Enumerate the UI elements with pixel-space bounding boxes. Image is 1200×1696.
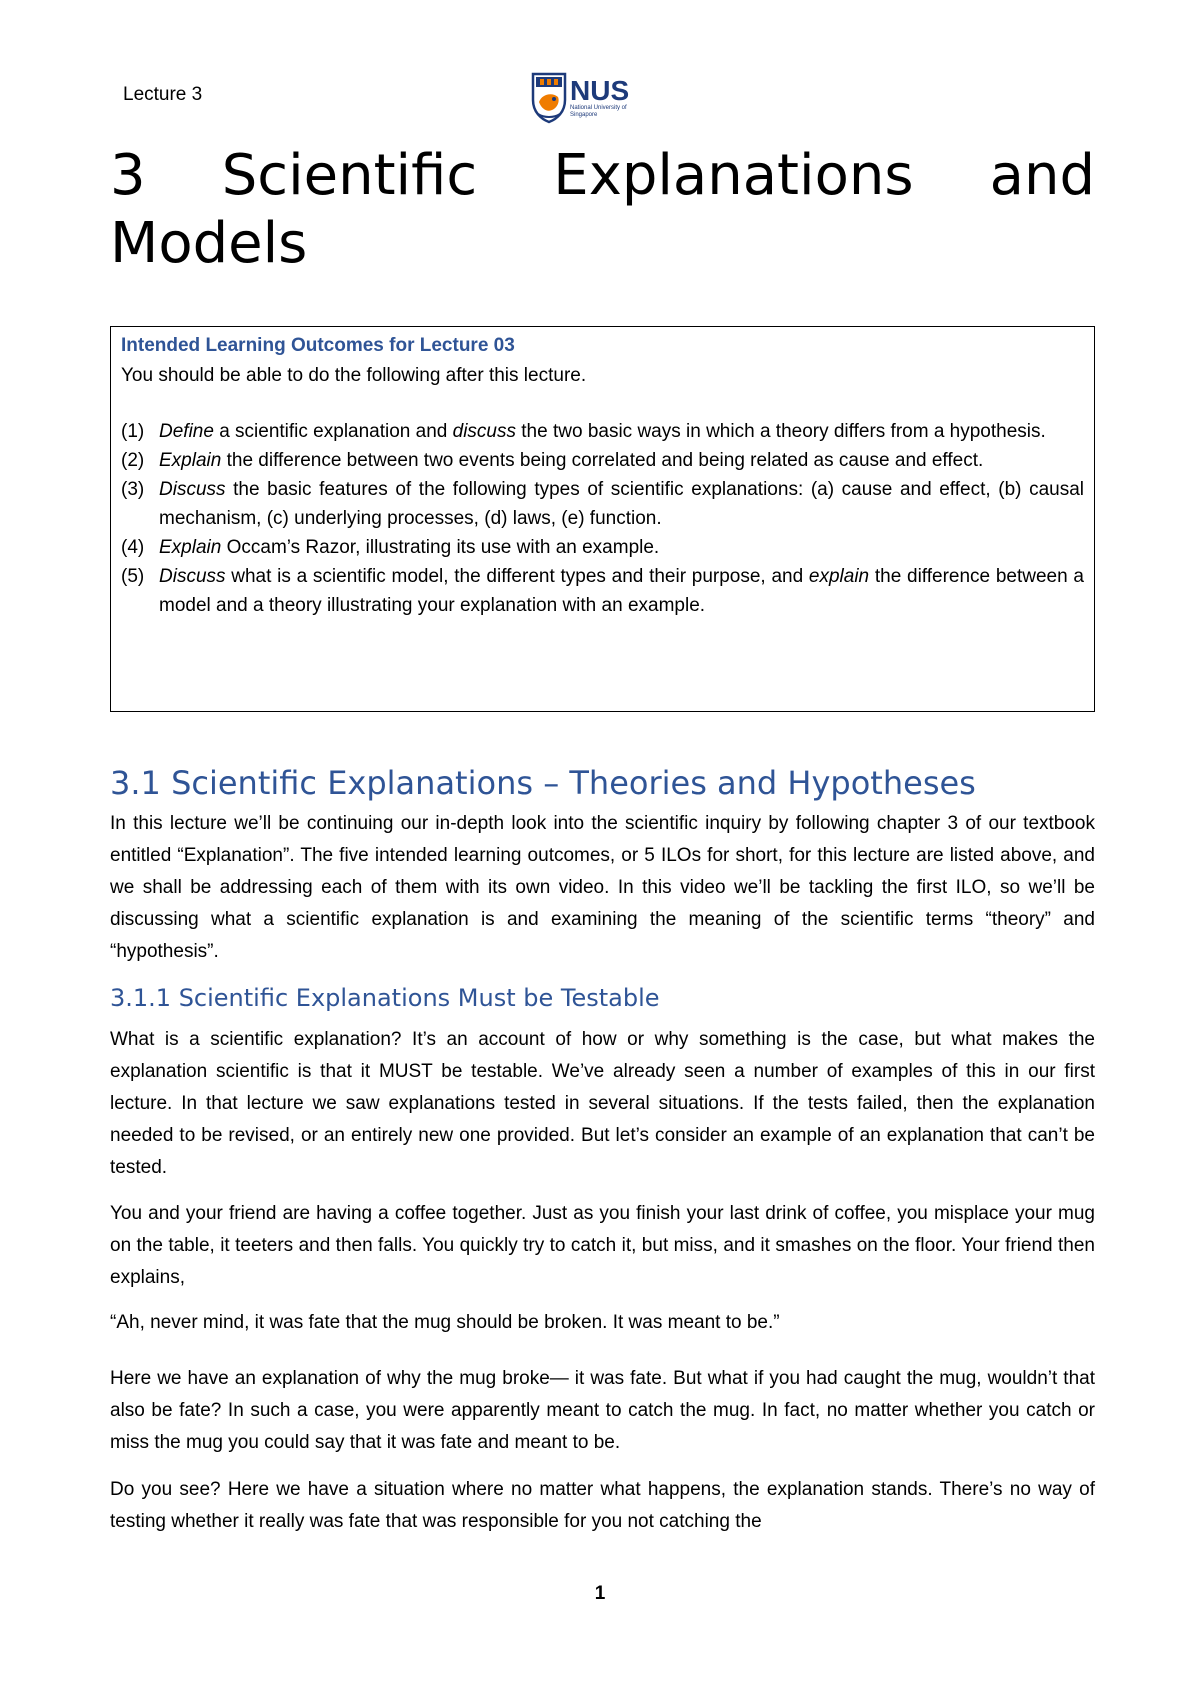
ilo-item-text: what is a scientific model, the different types and their purpose, and	[225, 566, 809, 587]
ilo-item-verb: Define	[159, 421, 214, 442]
ilo-item	[121, 417, 1084, 446]
page-number: 1	[594, 1583, 606, 1604]
header-lecture-label: Lecture 3	[123, 84, 203, 105]
ilo-item-number: (3)	[121, 479, 145, 500]
ilo-item-verb: discuss	[452, 421, 516, 442]
ilo-item-number: (4)	[121, 537, 145, 558]
ilo-item	[121, 446, 1084, 475]
quote-paragraph: “Ah, never mind, it was fate that the mug should be broken. It was meant to be.”	[110, 1312, 780, 1333]
ilo-item-verb: Discuss	[159, 566, 226, 587]
logo-subtext: National University of Singapore	[570, 105, 627, 118]
ilo-box	[110, 326, 1095, 712]
nus-crest-icon	[530, 72, 568, 124]
body-paragraph: What is a scientific explanation? It’s an account of how or why something is the case, but what makes the explanation scientific is that it MUST be testable. We’ve already seen a number of examples of this in our first lecture. In that lecture we saw explanations tested in several situations. If the tests failed, then the explanation needed to be revised, or an entirely new one provided. But let’s consider an example of an explanation that can’t be tested.	[110, 1029, 1095, 1178]
ilo-item-verb: explain	[808, 566, 870, 587]
section-intro-paragraph: In this lecture we’ll be continuing our in-depth look into the scientific inquiry by following chapter 3 of our textbook entitled “Explanation”. The five intended learning outcomes, or 5 ILOs for short, for this lecture are listed above, and we shall be addressing each of them with its own video. In this video we’ll be tackling the first ILO, so we’ll be discussing what a scientific explanation is and examining the meaning of the scientific terms “theory” and “hypothesis”.	[110, 813, 1095, 962]
ilo-item	[121, 562, 1084, 620]
logo-wordmark: NUS	[570, 75, 630, 106]
ilo-item-number: (2)	[121, 450, 145, 471]
ilo-intro: You should be able to do the following after this lecture.	[121, 365, 587, 386]
body-paragraph: Here we have an explanation of why the mug broke— it was fate. But what if you had caught the mug, wouldn’t that also be fate? In such a case, you were apparently meant to catch the mug. In fact, no matter whether you catch or miss the mug you could say that it was fate and meant to be.	[110, 1368, 1095, 1453]
ilo-item-verb: Explain	[159, 450, 222, 471]
subsection-heading: 3.1.1 Scientific Explanations Must be Testable	[110, 984, 660, 1012]
ilo-item-text: Occam’s Razor, illustrating its use with an example.	[221, 537, 660, 558]
ilo-item-text: the difference between two events being correlated and being related as cause and effect.	[221, 450, 984, 471]
ilo-item-text: the difference between a model and a theory illustrating your explanation with an example.	[159, 566, 1085, 616]
ilo-list	[121, 417, 1084, 620]
body-paragraph: Do you see? Here we have a situation where no matter what happens, the explanation stands. There’s no way of testing whether it really was fate that was responsible for you not catching the	[110, 1479, 1095, 1532]
page-title: 3 Scientific Explanations and Models	[110, 143, 1095, 276]
ilo-item-verb: Explain	[159, 537, 222, 558]
ilo-item	[121, 533, 1084, 562]
ilo-item-verb: Discuss	[159, 479, 226, 500]
ilo-title: Intended Learning Outcomes for Lecture 03	[121, 335, 515, 356]
ilo-item	[121, 475, 1084, 533]
ilo-item-text: the basic features of the following types of scientific explanations: (a) cause and effect, (b) causal mechanism, (c) underlying processes, (d) laws, (e) function.	[159, 479, 1084, 529]
ilo-item-number: (1)	[121, 421, 145, 442]
nus-logo	[530, 72, 634, 124]
ilo-item-text: the two basic ways in which a theory differs from a hypothesis.	[516, 421, 1046, 442]
ilo-item-number: (5)	[121, 566, 145, 587]
ilo-item-text: a scientific explanation and	[213, 421, 453, 442]
body-paragraph: You and your friend are having a coffee together. Just as you finish your last drink of coffee, you misplace your mug on the table, it teeters and then falls. You quickly try to catch it, but miss, and it smashes on the floor. Your friend then explains,	[110, 1203, 1095, 1288]
section-heading: 3.1 Scientific Explanations – Theories and Hypotheses	[110, 764, 976, 802]
